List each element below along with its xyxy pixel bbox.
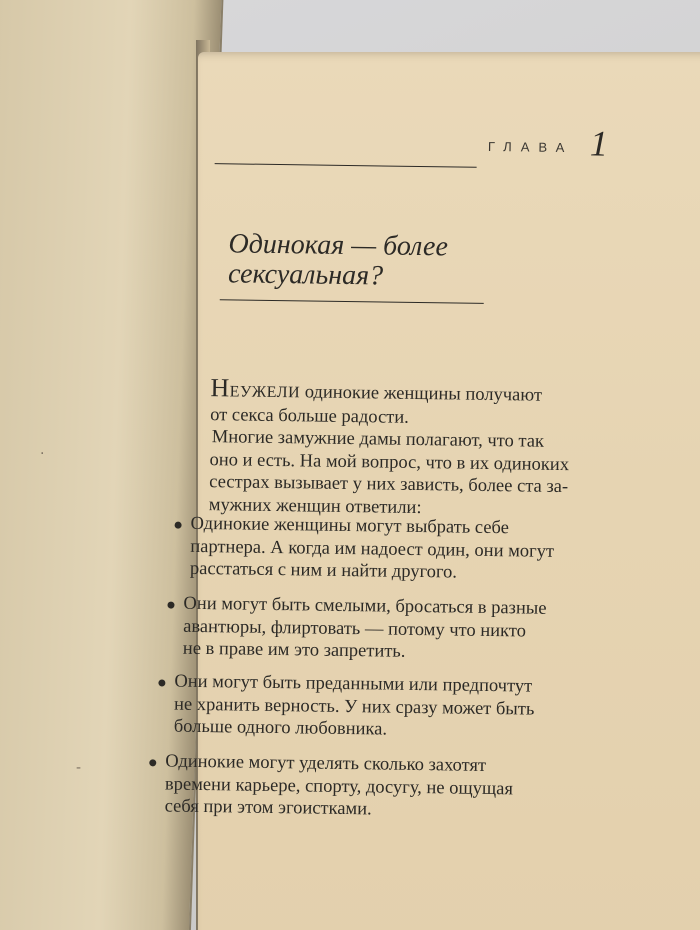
chapter-number: 1 — [589, 123, 609, 164]
title-rule — [220, 299, 484, 304]
bullet-icon — [149, 759, 156, 766]
list-item — [183, 593, 630, 667]
page-speck: · — [40, 446, 45, 462]
text-line: партнера. А когда им надоест один, они могут — [190, 536, 555, 562]
lead-word: ЕУЖЕЛИ — [229, 383, 301, 402]
bullet-icon — [175, 522, 182, 529]
list-item — [165, 751, 630, 825]
chapter-title-line: сексуальная? — [227, 258, 384, 292]
list-item — [174, 671, 631, 745]
text-line: больше одного любовника. — [173, 716, 388, 740]
text-line: оно и есть. На мой вопрос, что в их одиноких — [209, 449, 570, 475]
text-fragment: одинокие женщины получают — [300, 382, 543, 406]
intro-paragraph — [208, 373, 641, 522]
chapter-title — [228, 229, 519, 293]
text-line: авантюры, флиртовать — потому что никто — [183, 616, 527, 642]
text-line: мужних женщин ответили: — [208, 494, 422, 518]
text-line: Одинокие могут уделять сколько захотят — [165, 751, 487, 776]
chapter-title-line: Одинокая — более — [228, 228, 449, 263]
list-item — [190, 513, 631, 587]
chapter-label: ГЛАВА — [487, 138, 574, 156]
bullet-icon — [158, 679, 165, 686]
drop-cap: Н — [210, 373, 231, 403]
page-speck: - — [76, 760, 82, 776]
text-line: не в праве им это запретить. — [182, 638, 406, 662]
text-line: Они могут быть преданными или предпочтут — [174, 671, 533, 697]
bullet-icon — [167, 602, 174, 609]
text-line: от секса больше радости. — [210, 404, 410, 428]
text-line: расстаться с ним и найти другого. — [189, 558, 458, 583]
text-fragment: Многие замужние дамы полагают, что так — [211, 427, 545, 452]
text-line: времени карьере, спорту, досугу, не ощущая — [164, 774, 514, 799]
text-line: сестрах вызывает у них зависть, более ста за- — [209, 472, 569, 498]
text-line: не хранить верность. У них сразу может быть — [173, 694, 535, 720]
chapter-rule — [215, 163, 477, 168]
text-line: Одинокие женщины могут выбрать себе — [190, 513, 510, 539]
text-line: Они могут быть смелыми, бросаться в разные — [183, 593, 547, 619]
text-line: себя при этом эгоистками. — [164, 796, 372, 820]
